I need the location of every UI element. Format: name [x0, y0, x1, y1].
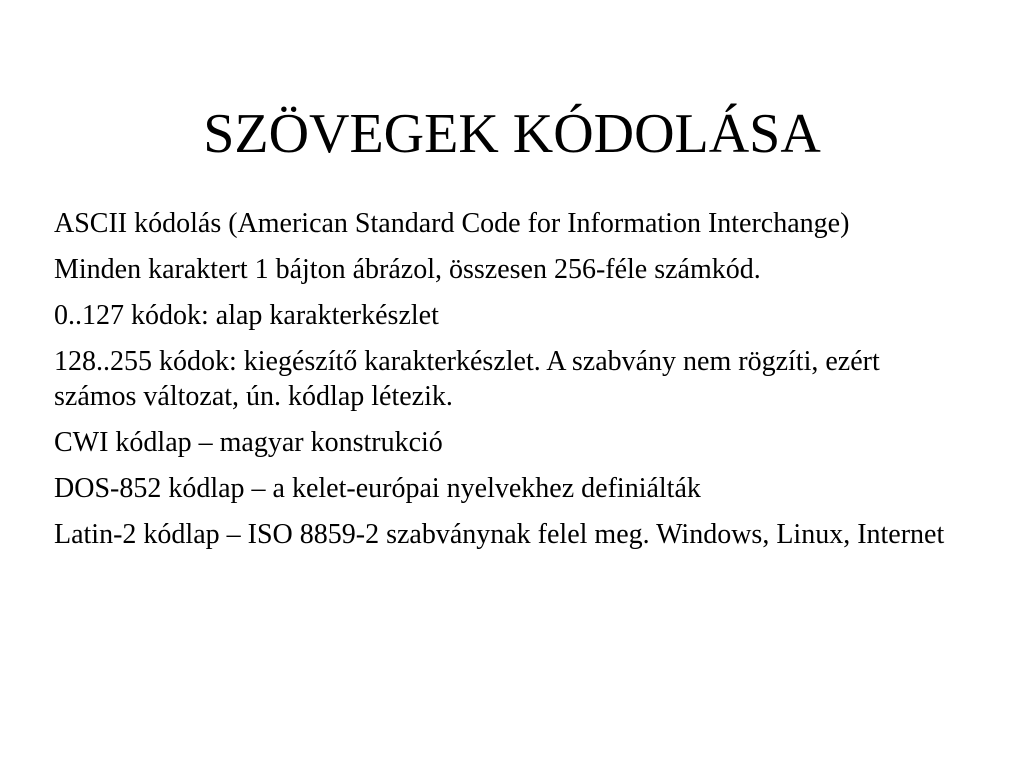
paragraph-basic-set: 0..127 kódok: alap karakterkészlet — [54, 300, 439, 331]
slide-body — [54, 206, 954, 563]
paragraph-cwi: CWI kódlap – magyar konstrukció — [54, 427, 443, 458]
paragraph-byte-encoding: Minden karaktert 1 bájton ábrázol, összesen 256-féle számkód. — [54, 254, 761, 285]
paragraph-extended-set: 128..255 kódok: kiegészítő karakterkészlet. A szabvány nem rögzíti, ezért számos változat, ún. kódlap létezik. — [54, 346, 880, 412]
slide-title: SZÖVEGEK KÓDOLÁSA — [203, 103, 821, 165]
paragraph-dos-852: DOS-852 kódlap – a kelet-európai nyelvekhez definiálták — [54, 473, 701, 504]
paragraph-ascii: ASCII kódolás (American Standard Code for Information Interchange) — [54, 208, 850, 239]
paragraph-latin-2: Latin-2 kódlap – ISO 8859-2 szabványnak felel meg. Windows, Linux, Internet — [54, 519, 945, 550]
